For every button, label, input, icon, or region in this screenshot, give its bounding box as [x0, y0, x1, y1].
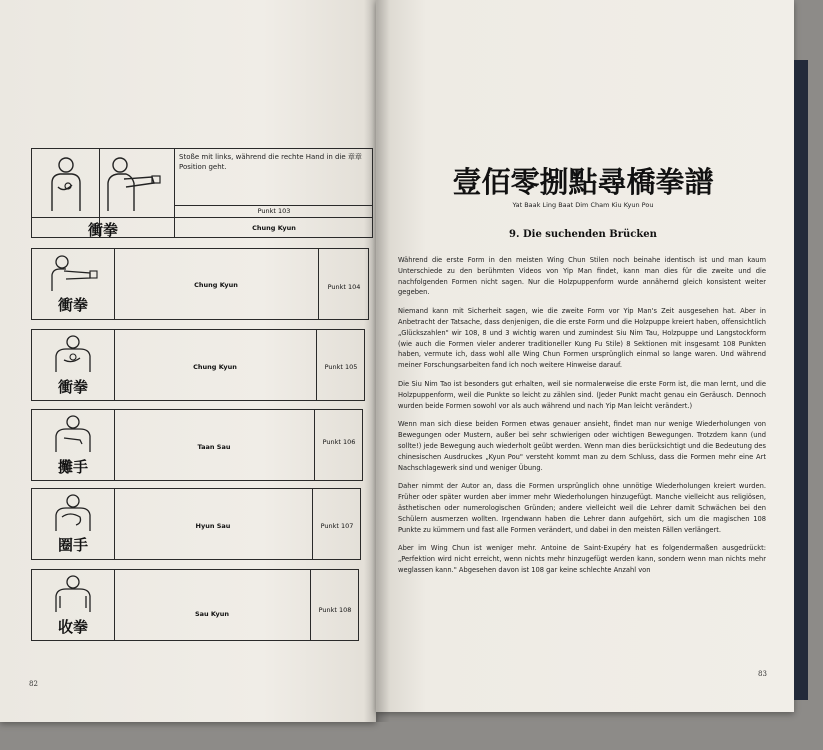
- row-cn-label: 衝拳: [57, 378, 88, 396]
- row-point: Punkt 105: [324, 363, 358, 371]
- row-point: Punkt 104: [327, 283, 361, 291]
- row-point: Punkt 107: [320, 522, 354, 530]
- table-row: [31, 248, 369, 320]
- body-text: [398, 255, 766, 584]
- figure-front-punch: [44, 153, 88, 213]
- table-row: [31, 488, 361, 560]
- figure-side-punch: [104, 153, 170, 213]
- row-point: Punkt 106: [322, 438, 356, 446]
- figure-hyun-sau: [50, 493, 96, 531]
- paragraph: Während die erste Form in den meisten Wing Chun Stilen noch beinahe identisch ist und man kaum Unterschiede zu den berühmten Videos von Yip Man findet, kann man dies für die zweite und die nachfolgenden Formen nicht sagen. Nur die Holzpuppenform wurde annähernd gleich konsistent weiter gegeben.: [398, 256, 766, 297]
- book-gutter: [364, 0, 390, 722]
- row-point: Punkt 108: [318, 606, 352, 614]
- row-label: Sau Kyun: [194, 610, 230, 618]
- paragraph: Die Siu Nim Tao ist besonders gut erhalten, weil sie normalerweise die erste Form ist, die man lernt, und die Holzpuppenform, weil die Punkte so leicht zu zählen sind. (Jeder Punkt macht genau ein Geräusch. Dennoch wurden beide Formen sowohl vor als auch während und nach Yip Man leicht verändert.): [398, 379, 766, 410]
- top-entry-table: [31, 148, 373, 238]
- right-page-number: 83: [758, 670, 767, 678]
- chapter-heading: 9. Die suchenden Brücken: [509, 229, 657, 240]
- row-label: Chung Kyun: [194, 281, 238, 289]
- row-cn-label: 收拳: [57, 618, 88, 636]
- row-label: Hyun Sau: [195, 522, 231, 530]
- row-label: Chung Kyun: [193, 363, 237, 371]
- row-cn-label: 圈手: [57, 536, 88, 554]
- paragraph: Aber im Wing Chun ist weniger mehr. Antoine de Saint-Exupéry hat es folgendermaßen ausgedrückt: „Perfektion wird nicht erreicht, wenn nichts mehr hinzugefügt werden kann, sondern wenn man nichts mehr weglassen kann." Abgesehen davon ist 108 gar keine schlechte Anzahl von: [398, 544, 766, 574]
- book-cover-edge: [794, 60, 808, 700]
- paragraph: Daher nimmt der Autor an, dass die Formen ursprünglich ohne unnötige Wiederholungen kreiert wurden. Früher oder später wurden aber immer mehr Wiederholungen hinzugefügt. Manche vielleicht aus religiösen, ästhetischen oder numerologischen Gründen; andere vielleicht weil die Lehrer damit Schwächen bei den Schülern ausmerzen wollten. Irgendwann haben die Lehrer dann aufgehört, sich um die magischen 108 Punkte zu kümmern und fast alle Formen verändert, und dabei in den meisten Fällen verlängert.: [398, 482, 766, 534]
- entry-cn-label: 衝拳: [87, 221, 118, 239]
- page-subtitle: Yat Baak Ling Baat Dim Cham Kiu Kyun Pou: [512, 201, 654, 209]
- row-cn-label: 衝拳: [57, 296, 88, 314]
- table-row: [31, 329, 365, 401]
- figure-taan-sau: [50, 414, 96, 452]
- entry-label: Chung Kyun: [252, 224, 296, 232]
- figure-punch-105: [50, 334, 96, 372]
- figure-punch-104: [46, 253, 102, 291]
- row-cn-label: 攤手: [57, 458, 88, 476]
- left-page-number: 82: [29, 680, 38, 688]
- table-row: [31, 409, 363, 481]
- entry-description: Stoße mit links, während die rechte Hand in die 章章 Position geht.: [179, 153, 362, 171]
- table-row: [31, 569, 359, 641]
- entry-point: Punkt 103: [257, 207, 291, 215]
- paragraph: Niemand kann mit Sicherheit sagen, wie die zweite Form vor Yip Man's Zeit ausgesehen hat. Aber in Anbetracht der Tatsache, dass denjenigen, die die erste Form und die Holzpuppe kreiert haben, offensichtlich „Glückszahlen" wir 108, 8 und 3 wichtig waren und zumindest Siu Nim Tau, Holzpuppe und Langstockform (wie auch die Formen vieler anderer traditioneller Kung Fu Stile) 8 Sektionen mit insgesamt 108 Punkten haben, vermute ich, dass wohl alle Wing Chun Formen ursprünglich einmal so lange waren. Und während meiner Forschungsarbeiten fand ich noch weitere Hinweise darauf.: [398, 307, 766, 370]
- figure-sau-kyun: [50, 574, 96, 612]
- paragraph: Wenn man sich diese beiden Formen etwas genauer ansieht, findet man nur wenige Wiederholungen von Bewegungen oder Mustern, außer bei sehr schwierigen oder wichtigen Bewegungen. Trotzdem kann (und sollte!) jede Bewegung auch wiederholt geübt werden. Wenn man dies berücksichtigt und die Bedeutung des chinesischen Ausdruckes „Kyun Pou" versteht kommt man zu dem Schluss, dass die Formen mehr eine Art Nachschlagewerk sind und weniger Übung.: [398, 420, 766, 472]
- page-title: 壹佰零捌點尋橋拳譜: [452, 165, 714, 199]
- row-label: Taan Sau: [197, 443, 231, 451]
